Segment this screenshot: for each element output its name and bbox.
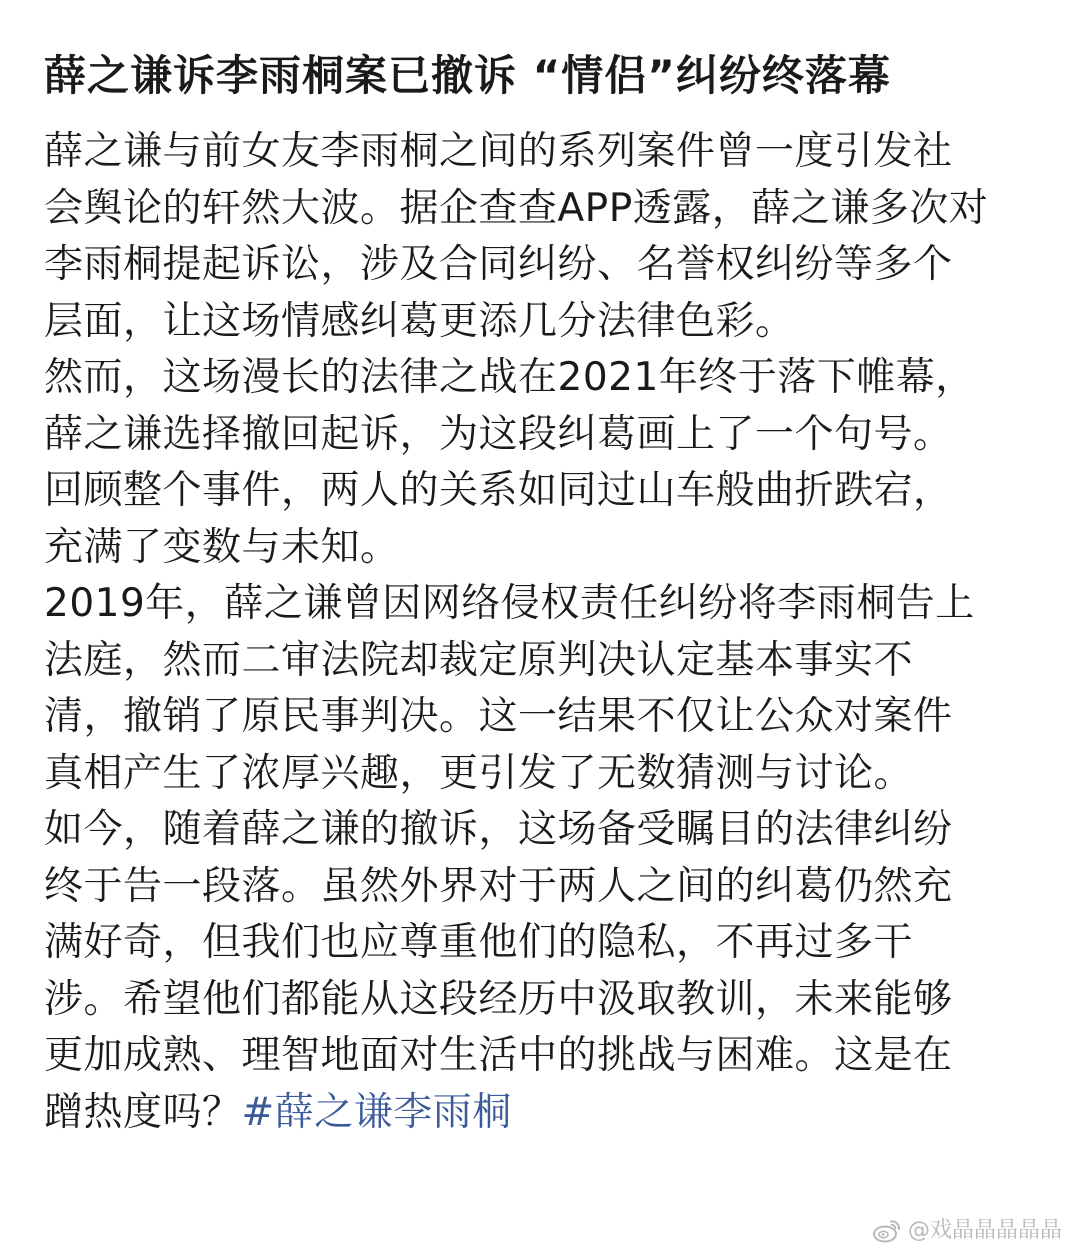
article-body: [44, 124, 1044, 1141]
body-line: 如今，随着薛之谦的撤诉，这场备受瞩目的法律纠纷: [44, 807, 953, 852]
body-line: 回顾整个事件，两人的关系如同过山车般曲折跌宕，: [44, 468, 953, 513]
body-line: 充满了变数与未知。: [44, 524, 400, 570]
body-line: 薛之谦选择撤回起诉，为这段纠葛画上了一个句号。: [44, 411, 953, 457]
watermark-text: @戏晶晶晶晶晶: [907, 1218, 1062, 1243]
body-line: 满好奇，但我们也应尊重他们的隐私，不再过多干: [44, 920, 914, 965]
body-line: 终于告一段落。虽然外界对于两人之间的纠葛仍然充: [44, 863, 953, 909]
article-title: 薛之谦诉李雨桐案已撤诉 “情侣”纠纷终落幕: [44, 51, 891, 100]
body-line: 法庭，然而二审法院却裁定原判决认定基本事实不: [44, 637, 914, 683]
body-line: 更加成熟、理智地面对生活中的挑战与困难。这是在: [44, 1033, 953, 1078]
weibo-logo-icon: [872, 1218, 902, 1244]
watermark: [872, 1218, 1062, 1244]
body-line: 涉。希望他们都能从这段经历中汲取教训，未来能够: [44, 976, 953, 1022]
body-line: 真相产生了浓厚兴趣，更引发了无数猜测与讨论。: [44, 750, 914, 796]
body-line: 李雨桐提起诉讼，涉及合同纠纷、名誉权纠纷等多个: [44, 242, 953, 287]
body-line: 会舆论的轩然大波。据企查查APP透露，薛之谦多次对: [44, 185, 989, 231]
body-line: 2019年，薛之谦曾因网络侵权责任纠纷将李雨桐告上: [44, 581, 975, 626]
last-line-text: 蹭热度吗？: [44, 1089, 242, 1135]
body-line: 清，撤销了原民事判决。这一结果不仅让公众对案件: [44, 694, 953, 739]
body-line: 薛之谦与前女友李雨桐之间的系列案件曾一度引发社: [44, 129, 953, 174]
body-line: 层面，让这场情感纠葛更添几分法律色彩。: [44, 298, 795, 344]
article: [44, 50, 1044, 1141]
body-line-last: [44, 1085, 1044, 1142]
hashtag-link[interactable]: #薛之谦李雨桐: [241, 1089, 512, 1135]
body-line: 然而，这场漫长的法律之战在2021年终于落下帷幕，: [44, 355, 975, 400]
